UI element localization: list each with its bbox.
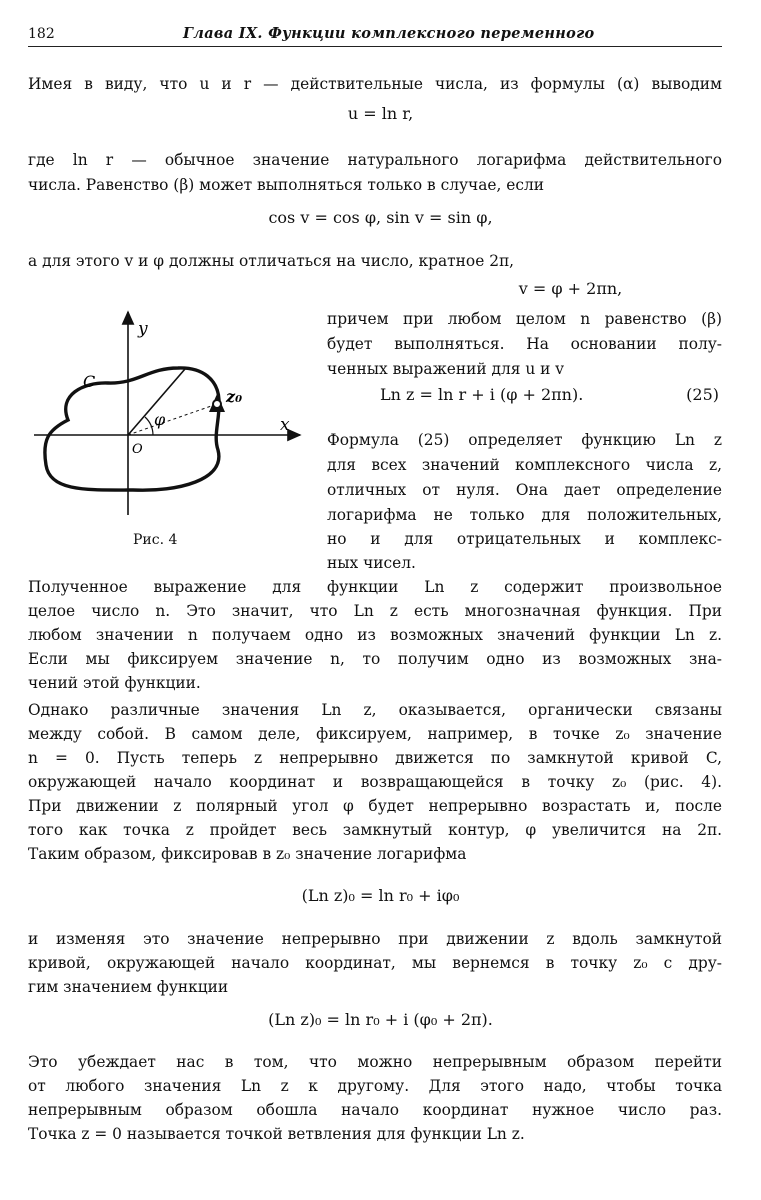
point-z0	[213, 400, 221, 408]
text-line: Имея в виду, что u и r — действительные числа, из формулы (α) выводим	[28, 75, 722, 93]
text-line: гим значением функции	[28, 978, 229, 996]
equation-number: (25)	[686, 385, 719, 404]
text-line: Однако различные значения Ln z, оказывается, органически связаны	[28, 701, 722, 719]
text-line: числа. Равенство (β) может выполняться только в случае, если	[28, 176, 545, 194]
text-line: n = 0. Пусть теперь z непрерывно движется по замкнутой кривой C,	[28, 749, 722, 767]
text-line: окружающей начало координат и возвращающейся в точку z₀ (рис. 4).	[28, 773, 722, 791]
text-line: логарифма не только для положительных,	[327, 506, 722, 524]
text-line: Таким образом, фиксировав в z₀ значение логарифма	[28, 845, 467, 863]
text-line: но и для отрицательных и комплекс-	[327, 530, 722, 548]
chapter-title: Глава IX. Функции комплексного переменного	[183, 25, 595, 42]
label-z0: z₀	[226, 387, 243, 406]
text-line: того как точка z пройдет весь замкнутый контур, φ увеличится на 2π.	[28, 821, 722, 839]
text-line: любом значении n получаем одно из возможных значений функции Ln z.	[28, 626, 722, 644]
label-C: C	[83, 372, 96, 391]
text-line: Полученное выражение для функции Ln z содержит произвольное	[28, 578, 722, 596]
label-phi: φ	[154, 410, 166, 429]
text-line: чений этой функции.	[28, 674, 201, 692]
figure-caption: Рис. 4	[133, 532, 178, 548]
text-line: Если мы фиксируем значение n, то получим одно из возможных зна-	[28, 650, 722, 668]
text-line: и изменяя это значение непрерывно при движении z вдоль замкнутой	[28, 930, 722, 948]
text-line: отличных от нуля. Она дает определение	[327, 481, 722, 499]
label-origin: O	[132, 442, 143, 457]
text-line: а для этого v и φ должны отличаться на число, кратное 2π,	[28, 252, 514, 270]
text-line: Формула (25) определяет функцию Ln z	[327, 431, 722, 449]
formula-ln-z0: (Ln z)₀ = ln r₀ + iφ₀	[301, 886, 460, 905]
text-line: где ln r — обычное значение натурального логарифма действительного	[28, 151, 722, 169]
contour-diagram	[28, 300, 318, 520]
angle-arc	[145, 417, 153, 435]
text-line: кривой, окружающей начало координат, мы вернемся в точку z₀ с дру-	[28, 954, 722, 972]
text-line: целое число n. Это значит, что Ln z есть многозначная функция. При	[28, 602, 722, 620]
formula-ln-z0-2pi: (Ln z)₀ = ln r₀ + i (φ₀ + 2π).	[268, 1010, 493, 1029]
formula-25: Ln z = ln r + i (φ + 2πn).	[380, 385, 584, 404]
text-line: от любого значения Ln z к другому. Для этого надо, чтобы точка	[28, 1077, 722, 1095]
text-line: ченных выражений для u и v	[327, 360, 564, 378]
header-rule	[28, 46, 722, 47]
formula-u-ln-r: u = ln r,	[347, 104, 414, 123]
text-line: между собой. В самом деле, фиксируем, например, в точке z₀ значение	[28, 725, 722, 743]
label-y: y	[138, 319, 148, 339]
closed-curve-C	[45, 368, 219, 490]
formula-v-phi: v = φ + 2πn,	[518, 279, 623, 298]
text-line: Точка z = 0 называется точкой ветвления для функции Ln z.	[28, 1125, 525, 1143]
figure-4	[28, 300, 318, 520]
text-line: будет выполняться. На основании полу-	[327, 335, 722, 353]
label-x: x	[280, 415, 290, 435]
text-line: непрерывным образом обошла начало координат нужное число раз.	[28, 1101, 722, 1119]
running-header	[28, 22, 721, 42]
text-line: При движении z полярный угол φ будет непрерывно возрастать и, после	[28, 797, 722, 815]
page-number: 182	[28, 26, 55, 42]
text-line: Это убеждает нас в том, что можно непрерывным образом перейти	[28, 1053, 722, 1071]
text-line: ных чисел.	[327, 554, 416, 572]
text-line: для всех значений комплексного числа z,	[327, 456, 722, 474]
text-line: причем при любом целом n равенство (β)	[327, 310, 722, 328]
formula-cos-sin: cos v = cos φ, sin v = sin φ,	[268, 208, 493, 227]
